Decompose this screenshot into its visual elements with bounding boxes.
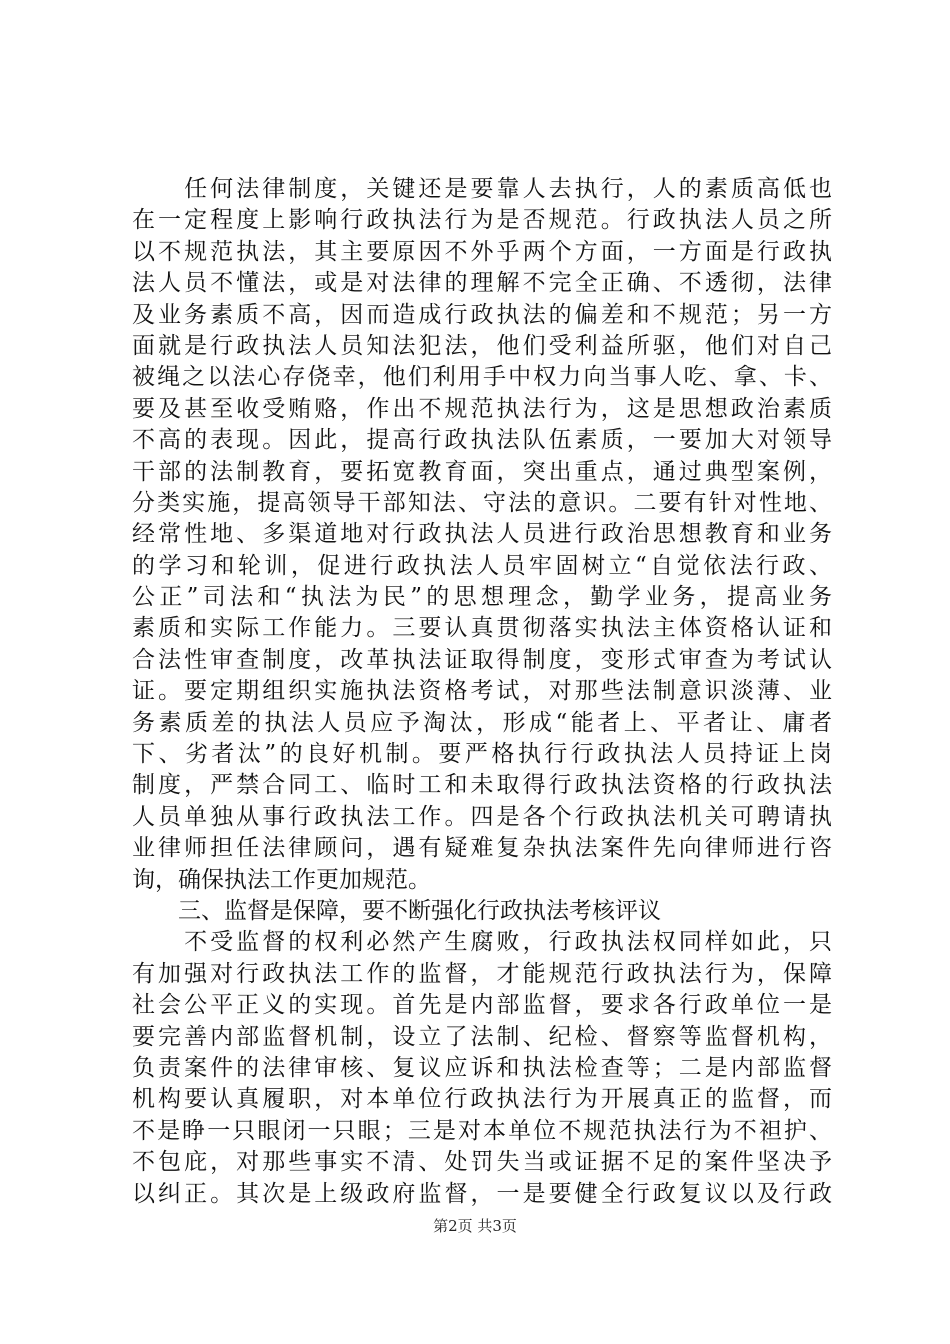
text-line: 要及甚至收受贿赂，作出不规范执法行为，这是思想政治素质 <box>132 395 832 422</box>
text-line: 不高的表现。因此，提高行政执法队伍素质，一要加大对领导 <box>132 427 832 454</box>
text-line: 素质和实际工作能力。三要认真贯彻落实执法主体资格认证和 <box>132 615 832 642</box>
text-line: 不是睁一只眼闭一只眼；三是对本单位不规范执法行为不袒护、 <box>132 1117 832 1144</box>
text-line: 分类实施，提高领导干部知法、守法的意识。二要有针对性地、 <box>132 489 832 516</box>
text-line: 有加强对行政执法工作的监督，才能规范行政执法行为，保障 <box>132 960 832 987</box>
text-line: 法人员不懂法，或是对法律的理解不完全正确、不透彻，法律 <box>132 270 832 297</box>
text-line: 务素质差的执法人员应予淘汰，形成“能者上、平者让、庸者 <box>132 709 832 736</box>
text-line: 证。要定期组织实施执法资格考试，对那些法制意识淡薄、业 <box>132 678 832 705</box>
section-heading: 三、监督是保障，要不断强化行政执法考核评议 <box>132 897 661 924</box>
text-line: 及业务素质不高，因而造成行政执法的偏差和不规范；另一方 <box>132 301 832 328</box>
text-line: 合法性审查制度，改革执法证取得制度，变形式审查为考试认 <box>132 646 832 673</box>
text-line: 以纠正。其次是上级政府监督，一是要健全行政复议以及行政 <box>132 1180 832 1207</box>
text-line: 公正”司法和“执法为民”的思想理念，勤学业务，提高业务 <box>132 584 832 611</box>
text-line: 不包庇，对那些事实不清、处罚失当或证据不足的案件坚决予 <box>132 1149 832 1176</box>
text-line: 下、劣者汰”的良好机制。要严格执行行政执法人员持证上岗 <box>132 741 832 768</box>
text-line: 在一定程度上影响行政执法行为是否规范。行政执法人员之所 <box>132 207 832 234</box>
text-line: 人员单独从事行政执法工作。四是各个行政执法机关可聘请执 <box>132 803 832 830</box>
text-line: 以不规范执法，其主要原因不外乎两个方面，一方面是行政执 <box>132 238 832 265</box>
page-number-footer: 第2页 共3页 <box>433 1217 517 1235</box>
text-line: 业律师担任法律顾问，遇有疑难复杂执法案件先向律师进行咨 <box>132 835 832 862</box>
body-text <box>132 174 832 1210</box>
text-line: 询，确保执法工作更加规范。 <box>132 866 431 893</box>
text-line: 不受监督的权利必然产生腐败，行政执法权同样如此，只 <box>132 929 832 956</box>
text-line: 被绳之以法心存侥幸，他们利用手中权力向当事人吃、拿、卡、 <box>132 364 832 391</box>
text-line: 干部的法制教育，要拓宽教育面，突出重点，通过典型案例， <box>132 458 832 485</box>
text-line: 任何法律制度，关键还是要靠人去执行，人的素质高低也 <box>132 176 832 202</box>
text-line: 面就是行政执法人员知法犯法，他们受利益所驱，他们对自己 <box>132 332 832 359</box>
text-line: 机构要认真履职，对本单位行政执法行为开展真正的监督，而 <box>132 1086 832 1113</box>
text-line: 制度，严禁合同工、临时工和未取得行政执法资格的行政执法 <box>132 772 832 799</box>
text-line: 负责案件的法律审核、复议应诉和执法检查等；二是内部监督 <box>132 1054 832 1081</box>
text-line: 要完善内部监督机制，设立了法制、纪检、督察等监督机构， <box>132 1023 832 1050</box>
text-line: 社会公平正义的实现。首先是内部监督，要求各行政单位一是 <box>132 992 832 1019</box>
text-line: 经常性地、多渠道地对行政执法人员进行政治思想教育和业务 <box>132 521 832 548</box>
text-line: 的学习和轮训，促进行政执法人员牢固树立“自觉依法行政、 <box>132 552 832 579</box>
